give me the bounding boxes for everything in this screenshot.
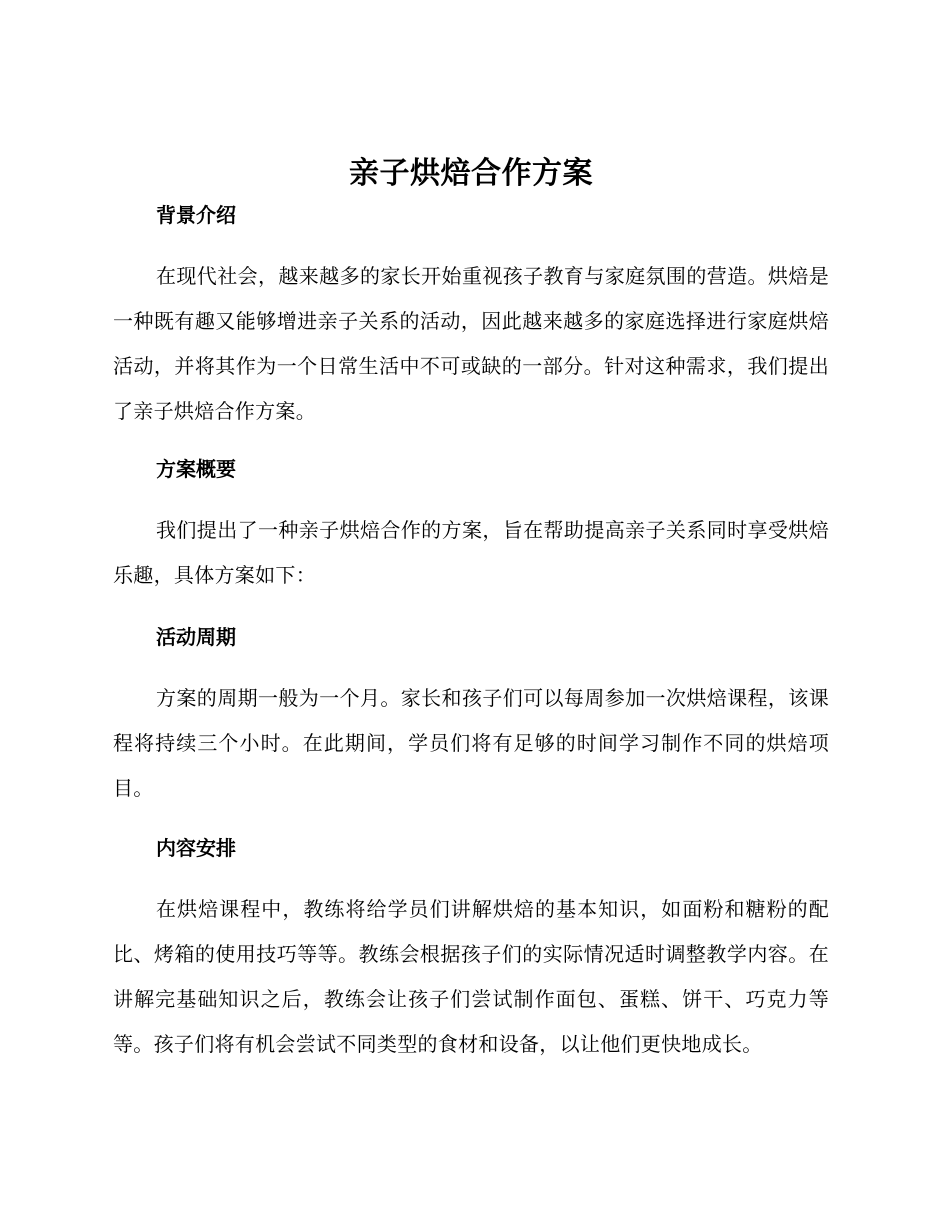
section-heading-activity-cycle: 活动周期 [156, 625, 236, 649]
section-body-background: 在现代社会，越来越多的家长开始重视孩子教育与家庭氛围的营造。烘焙是一种既有趣又能够增进亲子关系的活动，因此越来越多的家庭选择进行家庭烘焙活动，并将其作为一个日常生活中不可或缺的一部分。针对这种需求，我们提出了亲子烘焙合作方案。 [113, 264, 829, 423]
section-heading-content-arrangement: 内容安排 [156, 836, 236, 860]
section-body-overview: 我们提出了一种亲子烘焙合作的方案，旨在帮助提高亲子关系同时享受烘焙乐趣，具体方案如下： [113, 518, 829, 587]
section-heading-background: 背景介绍 [156, 203, 236, 227]
section-body-activity-cycle: 方案的周期一般为一个月。家长和孩子们可以每周参加一次烘焙课程，该课程将持续三个小时。在此期间，学员们将有足够的时间学习制作不同的烘焙项目。 [113, 686, 829, 800]
section-heading-overview: 方案概要 [156, 457, 236, 481]
document-title: 亲子烘焙合作方案 [349, 156, 593, 191]
section-body-content-arrangement: 在烘焙课程中，教练将给学员们讲解烘焙的基本知识，如面粉和糖粉的配比、烤箱的使用技巧等等。教练会根据孩子们的实际情况适时调整教学内容。在讲解完基础知识之后，教练会让孩子们尝试制作面包、蛋糕、饼干、巧克力等等。孩子们将有机会尝试不同类型的食材和设备，以让他们更快地成长。 [113, 897, 829, 1056]
